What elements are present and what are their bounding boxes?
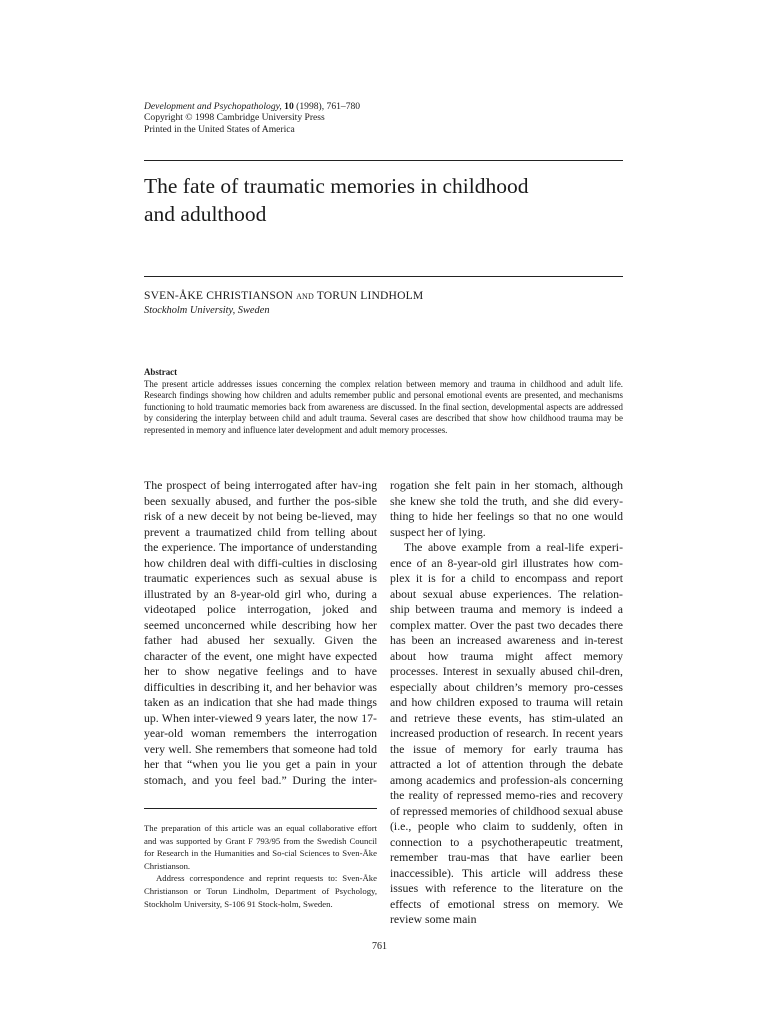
body-column-right [390,478,623,928]
volume-number: 10 [284,101,294,112]
abstract [144,367,623,437]
author-1: SVEN-ÅKE CHRISTIANSON [144,289,294,302]
abstract-text: The present article addresses issues concerning the complex relation between memory and trauma in childhood and adult life. Research findings showing how children and adults remember public and personal emotional events are presented, and mechanisms functioning to hold traumatic memories back from awareness are discussed. In the final section, developmental aspects are addressed by considering the interplay between child and adult trauma. Several cases are described that show how childhood trauma may be represented in memory and influence later development and adult memory processes. [144,378,623,435]
copyright-line: Copyright © 1998 Cambridge University Press [144,112,325,124]
footnote [144,822,377,910]
body-paragraph: The above example from a real-life experi-ence of an 8-year-old girl illustrates how com-plex it is for a child to encompass and report about sexual abuse experiences. The relation-ship between trauma and memory is indeed a complex matter. Over the past two decades there has been an increased awareness and in-terest about how trauma might affect memory processes. Interest in sexually abused chil-dren, especially about children’s memory pro-cesses and how children exposed to trauma will retain and retrieve these events, has stim-ulated an increased production of research. In recent years the issue of memory for early trauma has attracted a lot of attention through the debate among academics and profession-als concerning the reality of repressed memo-ries and recovery of repressed memories of childhood sexual abuse (i.e., people who claim to suddenly, often in connection to a psychotherapeutic treatment, remember trau-mas that have earlier been inaccessible). This article will address these issues with reference to the literature on the effects of emotional stress on memory. We review some main [390,540,623,926]
author-line [144,289,423,303]
title-line-2: and adulthood [144,202,267,226]
abstract-heading: Abstract [144,367,178,377]
year-pages: (1998), 761–780 [296,101,361,112]
body-paragraph: rogation she felt pain in her stomach, although she knew she told the truth, and she did every-thing to hide her feelings so that no one would suspect her of lying. [390,478,623,539]
printed-line: Printed in the United States of America [144,123,295,135]
article-title [144,172,623,228]
top-rule [144,160,623,161]
body-column-left [144,478,377,788]
author-2: TORUN LINDHOLM [316,289,424,302]
page-number: 761 [372,941,387,952]
journal-name: Development and Psychopathology, [144,101,282,112]
body-paragraph: The prospect of being interrogated after hav-ing been sexually abused, and further the pos-sible risk of a new deceit by not being be-lieved, may prevent a traumatized child from telling about the experience. The importance of understanding how children deal with diffi-culties in disclosing traumatic experiences such as sexual abuse is illustrated by an 8-year-old girl who, during a videotaped police interrogation, joked and seemed unconcerned while describing how her father had abused her sexually. Given the character of the event, one might have expected her to show negative feelings and to have difficulties in describing it, and her behavior was taken as an indication that she had made things up. When inter-viewed 9 years later, the now 17-year-old woman remembers the interrogation very well. She remembers that someone had told her that “when you lie you get a pain in your stomach, and you feel bad.” During the inter- [144,478,377,787]
footnote-rule [144,808,377,809]
journal-header [144,101,360,135]
title-rule [144,276,623,277]
citation-line [144,101,360,112]
footnote-funding: The preparation of this article was an equal collaborative effort and was supported by Grant F 793/95 from the Swedish Council for Research in the Humanities and So-cial Sciences to Sven-Åke Christianson. [144,823,377,871]
title-line-1: The fate of traumatic memories in childhood [144,174,529,198]
affiliation: Stockholm University, Sweden [144,305,270,316]
footnote-address: Address correspondence and reprint requests to: Sven-Åke Christianson or Torun Lindholm, Department of Psychology, Stockholm University, S-106 91 Stock-holm, Sweden. [144,873,377,909]
author-conjunction: and [296,290,314,302]
